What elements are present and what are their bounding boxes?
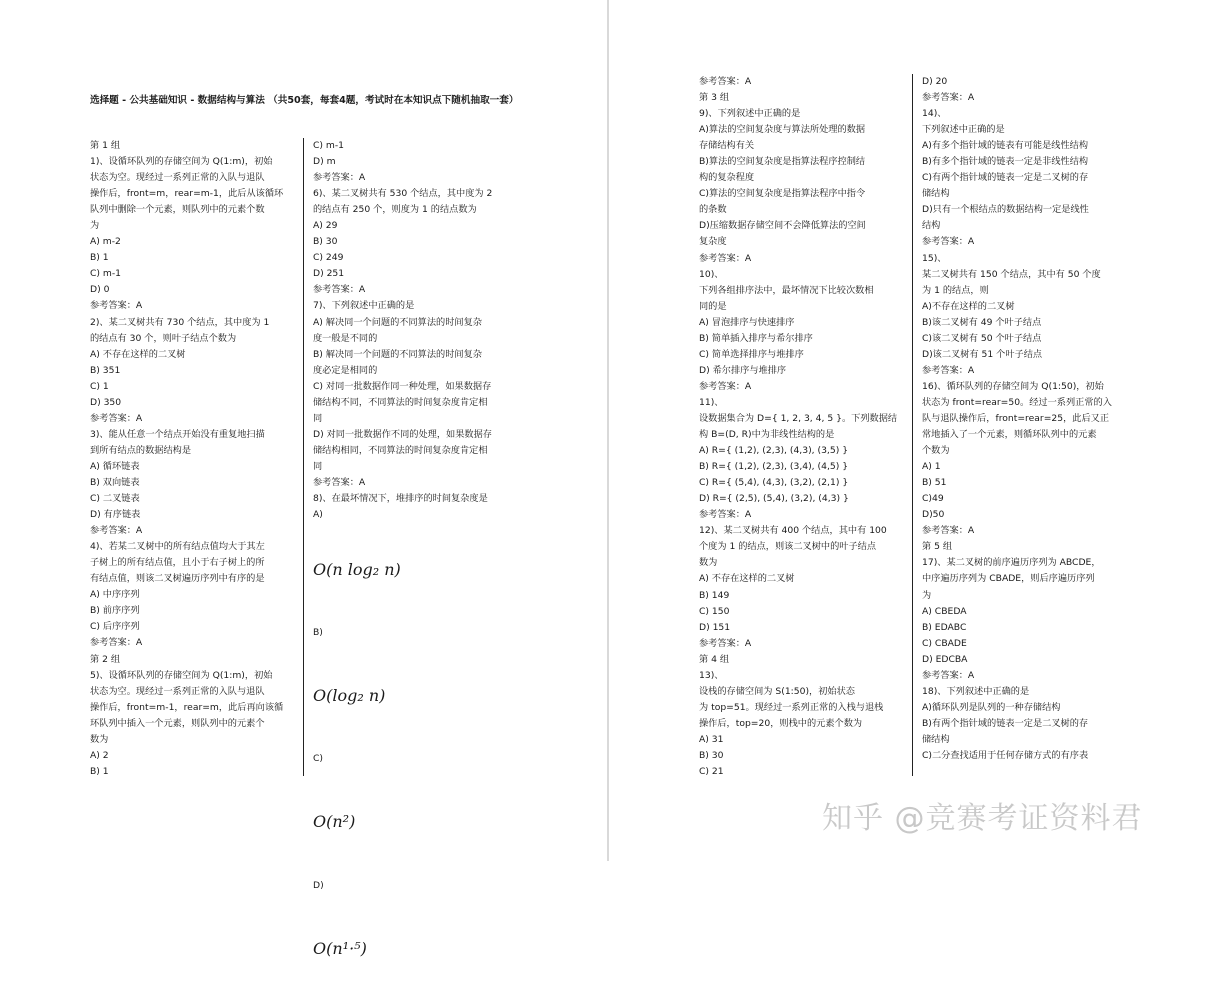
text-line: 某二叉树共有 150 个结点，其中有 50 个度 [922,268,1101,280]
text-line: A) R={ (1,2), (2,3), (4,3), (3,5) } [699,445,849,457]
watermark: 知乎 @竞赛考证资料君 [822,801,1143,836]
text-line: D) 251 [313,268,345,280]
text-line: 设数据集合为 D={ 1, 2, 3, 4, 5 }。下列数据结 [699,412,898,424]
text-line: 有结点值，则该二叉树遍历序列中有序的是 [90,573,265,585]
text-line: 14)、 [922,108,947,120]
text-line: B) 149 [699,589,730,601]
text-line: 13)、 [699,669,724,681]
text-line: 参考答案：A [90,300,143,312]
text-line: 子树上的所有结点值，且小于右子树上的所 [90,557,265,569]
text-line: 的条数 [699,204,727,216]
text-line: 环队列中插入一个元素，则队列中的元素个 [90,717,265,729]
text-line: A)不存在这样的二叉树 [922,300,1015,312]
text-line: 参考答案：A [699,252,752,264]
text-line: C) 1 [90,380,109,392]
text-line: 中序遍历序列为 CBADE，则后序遍历序列 [922,573,1095,585]
text-line: 储结构 [922,188,950,200]
text-line: C) 简单选择排序与堆排序 [699,348,804,360]
column-divider [912,74,913,776]
text-line: 4)、若某二叉树中的所有结点值均大于其左 [90,541,265,553]
page2-column1 [699,74,907,780]
text-line: B)有两个指针域的链表一定是二叉树的存 [922,717,1089,729]
text-line: 储结构不同，不同算法的时间复杂度肯定相 [313,396,488,408]
text-line: D) 希尔排序与堆排序 [699,364,787,376]
formula-block [313,522,523,981]
text-line: 为 1 的结点，则 [922,284,989,296]
text-line: A) m-2 [90,236,121,248]
text-line: 构 B=(D, R)中为非线性结构的是 [699,429,835,441]
text-line: 第 5 组 [922,541,953,553]
text-line: 参考答案：A [922,525,975,537]
text-line: 第 2 组 [90,653,121,665]
text-line: D)压缩数据存储空间不会降低算法的空间 [699,220,866,232]
page-gutter [607,0,609,861]
text-line: 2)、某二叉树共有 730 个结点，其中度为 1 [90,316,270,328]
text-line: 参考答案：A [922,92,975,104]
text-line: B) 351 [90,364,121,376]
text-line: 个度为 1 的结点，则该二叉树中的叶子结点 [699,541,877,553]
page1-column2 [313,138,523,523]
text-line: C)算法的空间复杂度是指算法程序中指令 [699,188,866,200]
text-line: 16)、循环队列的存储空间为 Q(1:50)，初始 [922,380,1104,392]
text-line: 下列各组排序法中，最坏情况下比较次数相 [699,284,874,296]
text-line: 12)、某二叉树共有 400 个结点，其中有 100 [699,525,887,537]
text-line: 为 top=51。现经过一系列正常的入栈与退栈 [699,701,884,713]
text-line: 11)、 [699,396,724,408]
text-line: 为 [90,220,100,232]
text-line: B) 1 [90,252,109,264]
option-label: C) [313,753,323,765]
text-line: 参考答案：A [313,476,366,488]
text-line: B) 1 [90,765,109,777]
text-line: 第 3 组 [699,92,730,104]
text-line: A) 冒泡排序与快速排序 [699,316,795,328]
text-line: 操作后，front=m，rear=m-1，此后从该循环 [90,188,284,200]
text-line: 5)、设循环队列的存储空间为 Q(1:m)，初始 [90,669,273,681]
text-line: C) 二叉链表 [90,493,140,505]
text-line: 18)、下列叙述中正确的是 [922,685,1030,697]
text-line: 17)、某二叉树的前序遍历序列为 ABCDE， [922,557,1101,569]
text-line: A)循环队列是队列的一种存储结构 [922,701,1061,713]
text-line: C)49 [922,493,944,505]
text-line: D) R={ (2,5), (5,4), (3,2), (4,3) } [699,493,849,505]
text-line: D) 20 [922,76,948,87]
text-line: 参考答案：A [922,236,975,248]
text-line: 参考答案：A [90,412,143,424]
column-divider [303,138,304,776]
text-line: 状态为空。现经过一系列正常的入队与退队 [90,172,265,184]
text-line: 1)、设循环队列的存储空间为 Q(1:m)，初始 [90,156,273,168]
text-line: 队与退队操作后，front=rear=25，此后又正 [922,412,1110,424]
text-line: C) 249 [313,252,344,264]
text-line: 状态为空。现经过一系列正常的入队与退队 [90,685,265,697]
text-line: 储结构相同，不同算法的时间复杂度肯定相 [313,444,488,456]
text-line: 操作后，top=20，则栈中的元素个数为 [699,717,863,729]
text-line: 15)、 [922,252,947,264]
text-line: B)该二叉树有 49 个叶子结点 [922,316,1042,328]
text-line: A) 1 [922,461,941,473]
text-line: C)该二叉树有 50 个叶子结点 [922,332,1042,344]
text-line: B)有多个指针域的链表一定是非线性结构 [922,156,1089,168]
text-line: 参考答案：A [922,364,975,376]
text-line: 下列叙述中正确的是 [922,124,1005,136]
text-line: 参考答案：A [313,284,366,296]
text-line: D)50 [922,509,945,521]
text-line: C) R={ (5,4), (4,3), (3,2), (2,1) } [699,477,849,489]
text-line: 8)、在最坏情况下，堆排序的时间复杂度是 [313,493,488,505]
text-line: 10)、 [699,268,724,280]
formula-a: O(n log₂ n) [313,560,401,580]
page-title: 选择题 - 公共基础知识 - 数据结构与算法 （共50套，每套4题，考试时在本知识点下随机抽取一套） [90,95,519,106]
text-line: B)算法的空间复杂度是指算法程序控制结 [699,156,866,168]
text-line: A) 解决同一个问题的不同算法的时间复杂 [313,316,482,328]
text-line: B) 双向链表 [90,476,140,488]
text-line: 3)、能从任意一个结点开始没有重复地扫描 [90,428,265,440]
page2-column2 [922,74,1132,764]
text-line: 参考答案：A [922,669,975,681]
text-line: B) 30 [313,236,338,248]
text-line: 储结构 [922,733,950,745]
text-line: 数为 [90,733,109,745]
text-line: A) 中序序列 [90,589,140,601]
text-line: C)二分查找适用于任何存储方式的有序表 [922,749,1089,761]
text-line: 到所有结点的数据结构是 [90,444,192,456]
text-line: 6)、某二叉树共有 530 个结点，其中度为 2 [313,188,493,200]
text-line: 参考答案：A [699,509,752,521]
text-line: B) 51 [922,477,947,489]
text-line: 常地插入了一个元素，则循环队列中的元素 [922,429,1097,441]
text-line: C) 对同一批数据作同一种处理，如果数据存 [313,380,492,392]
text-line: 参考答案：A [699,637,752,649]
text-line: B) 解决同一个问题的不同算法的时间复杂 [313,348,482,360]
text-line: D) 350 [90,396,122,408]
text-line: D)只有一个根结点的数据结构一定是线性 [922,204,1089,216]
text-line: 参考答案：A [90,525,143,537]
text-line: D) EDCBA [922,653,968,665]
text-line: 第 1 组 [90,140,121,151]
text-line: 的结点有 250 个，则度为 1 的结点数为 [313,204,477,216]
text-line: 参考答案：A [313,172,366,184]
text-line: A) CBEDA [922,605,967,617]
text-line: 同 [313,460,323,472]
text-line: D) 对同一批数据作不同的处理，如果数据存 [313,428,492,440]
text-line: 7)、下列叙述中正确的是 [313,300,415,312]
text-line: 第 4 组 [699,653,730,665]
text-line: C) m-1 [90,268,122,280]
text-line: A)算法的空间复杂度与算法所处理的数据 [699,124,866,136]
text-line: 参考答案：A [699,380,752,392]
text-line: A) 不存在这样的二叉树 [90,348,186,360]
text-line: 为 [922,589,932,601]
text-line: B) 30 [699,749,724,761]
text-line: 构的复杂程度 [699,172,755,184]
text-line: 参考答案：A [699,76,752,87]
text-line: C)有两个指针域的链表一定是二叉树的存 [922,172,1089,184]
text-line: C) m-1 [313,140,345,151]
page1-column1 [90,138,300,780]
text-line: A) 29 [313,220,338,232]
text-line: A) 循环链表 [90,460,140,472]
text-line: 操作后，front=m-1，rear=m，此后再向该循 [90,701,284,713]
formula-c: O(n²) [313,812,356,832]
text-line: D) m [313,156,336,168]
text-line: 9)、下列叙述中正确的是 [699,108,801,120]
option-label: D) [313,879,324,891]
text-line: B) EDABC [922,621,967,633]
text-line: C) 后序序列 [90,621,140,633]
formula-b: O(log₂ n) [313,686,386,706]
text-line: 度一般是不同的 [313,332,378,344]
text-line: B) 简单插入排序与希尔排序 [699,332,813,344]
formula-d: O(n¹·⁵) [313,938,367,958]
text-line: 同的是 [699,300,727,312]
text-line: A) [313,509,323,521]
text-line: 复杂度 [699,236,727,248]
text-line: D) 151 [699,621,731,633]
text-line: 存储结构有关 [699,140,755,152]
text-line: 队列中删除一个元素，则队列中的元素个数 [90,204,265,216]
text-line: B) 前序序列 [90,605,140,617]
text-line: 数为 [699,557,718,569]
text-line: B) R={ (1,2), (2,3), (3,4), (4,5) } [699,461,849,473]
text-line: 同 [313,412,323,424]
text-line: 设栈的存储空间为 S(1:50)，初始状态 [699,685,855,697]
text-line: D) 有序链表 [90,509,141,521]
text-line: D) 0 [90,284,110,296]
text-line: C) CBADE [922,637,967,649]
text-line: 度必定是相同的 [313,364,378,376]
text-line: A) 2 [90,749,109,761]
text-line: C) 21 [699,766,724,778]
text-line: A) 不存在这样的二叉树 [699,573,795,585]
text-line: A)有多个指针域的链表有可能是线性结构 [922,140,1089,152]
text-line: A) 31 [699,733,724,745]
text-line: D)该二叉树有 51 个叶子结点 [922,348,1043,360]
text-line: 个数为 [922,445,950,457]
text-line: C) 150 [699,605,730,617]
option-label: B) [313,627,323,639]
text-line: 结构 [922,220,941,232]
text-line: 状态为 front=rear=50。经过一系列正常的入 [922,396,1112,408]
text-line: 的结点有 30 个，则叶子结点个数为 [90,332,237,344]
text-line: 参考答案：A [90,637,143,649]
